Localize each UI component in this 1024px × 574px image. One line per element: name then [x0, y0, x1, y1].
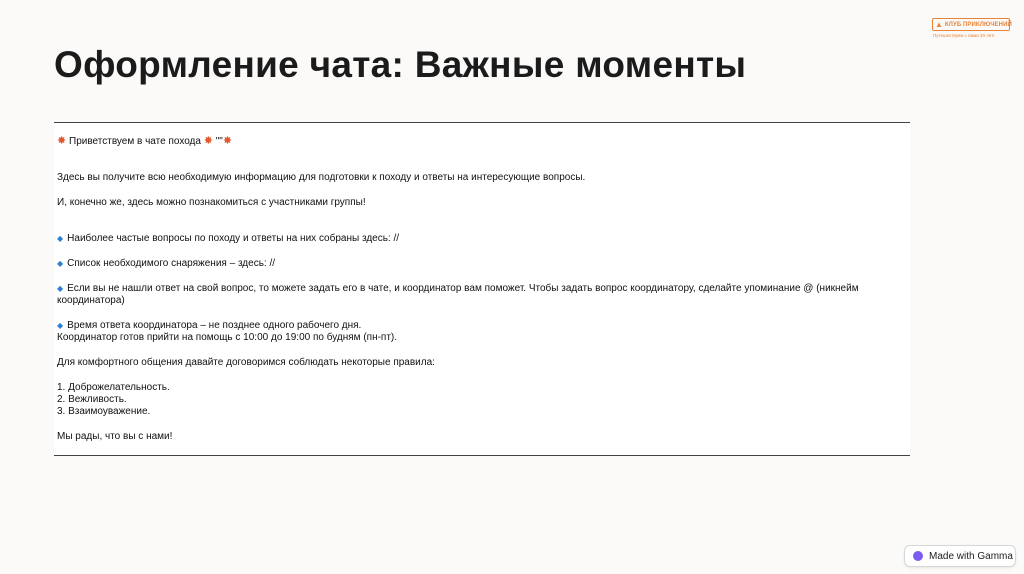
gamma-logo-icon — [913, 551, 923, 561]
slide-title: Оформление чата: Важные моменты — [54, 44, 747, 85]
sparkle-icon: ✸ — [57, 135, 67, 147]
response-time-text: Время ответа координатора – не позднее одного рабочего дня. — [67, 320, 362, 331]
hours-text: Координатор готов прийти на помощь с 10:00 до 19:00 по будням (пн-пт). — [57, 332, 398, 343]
faq-item — [57, 233, 399, 245]
rule-item: 1. Доброжелательность. — [57, 382, 170, 393]
logo-tagline: Путешествуем с вами 20 лет! — [933, 33, 995, 38]
diamond-bullet-icon: ◆ — [57, 284, 64, 293]
closing-text: Мы рады, что вы с нами! — [57, 431, 173, 442]
greeting-line — [57, 135, 232, 148]
diamond-bullet-icon: ◆ — [57, 321, 64, 330]
rule-item: 2. Вежливость. — [57, 394, 127, 405]
gear-text: Список необходимого снаряжения – здесь: // — [67, 258, 276, 269]
ask-item — [57, 283, 859, 295]
meet-text: И, конечно же, здесь можно познакомиться с участниками группы! — [57, 197, 366, 208]
rules-intro-text: Для комфортного общения давайте договоримся соблюдать некоторые правила: — [57, 357, 435, 368]
sparkle-icon: ✸ — [203, 135, 213, 147]
tent-icon: ▲ — [935, 20, 943, 29]
diamond-bullet-icon: ◆ — [57, 259, 64, 268]
diamond-bullet-icon: ◆ — [57, 234, 64, 243]
intro-text: Здесь вы получите всю необходимую информацию для подготовки к походу и ответы на интересующие вопросы. — [57, 172, 586, 183]
rule-item: 3. Взаимоуважение. — [57, 406, 151, 417]
chat-message-panel — [54, 122, 910, 456]
badge-label: Made with Gamma — [929, 550, 1013, 562]
club-logo — [932, 18, 1012, 42]
made-with-gamma-badge[interactable] — [904, 545, 1016, 567]
greeting-quote: "" — [215, 136, 223, 147]
logo-frame — [932, 18, 1010, 31]
greeting-text: Приветствуем в чате похода — [69, 136, 201, 147]
response-time-item — [57, 320, 361, 332]
logo-name: КЛУБ ПРИКЛЮЧЕНИЙ — [944, 21, 1012, 28]
ask-text-line1: Если вы не нашли ответ на свой вопрос, то можете задать его в чате, и координатор вам поможет. Чтобы задать вопрос координатору, сделайте упоминание @ (никнейм — [67, 283, 859, 294]
faq-text: Наиболее частые вопросы по походу и ответы на них собраны здесь: // — [67, 233, 400, 244]
ask-text-line2: координатора) — [57, 295, 125, 306]
sparkle-icon: ✸ — [222, 135, 233, 147]
gear-item — [57, 258, 275, 270]
